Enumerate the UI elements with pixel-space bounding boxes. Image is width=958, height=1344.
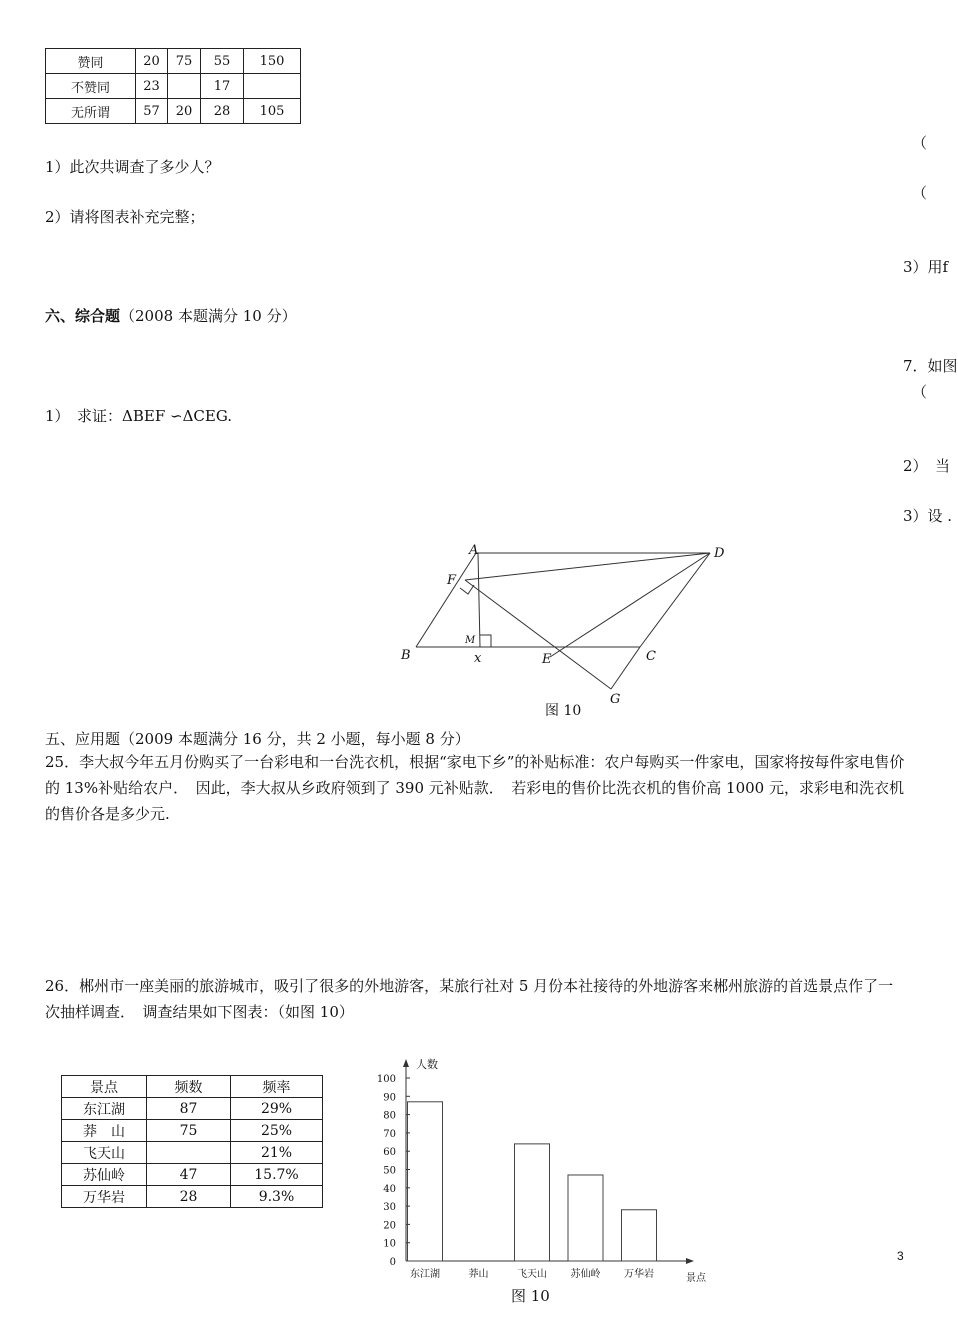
- label-e: E: [542, 652, 552, 667]
- table-row: [62, 1098, 323, 1120]
- x-tick-label: 飞天山: [517, 1269, 547, 1280]
- segment-de: [550, 553, 710, 657]
- table-cell: 87: [147, 1098, 231, 1120]
- margin-fragment: （: [912, 383, 928, 401]
- table-cell: 55: [201, 49, 244, 74]
- y-axis-arrow: [403, 1059, 409, 1067]
- section-6-title: 六、综合题: [45, 307, 121, 325]
- right-angle-mark-m: [480, 635, 491, 647]
- right-angle-mark-f: [460, 585, 474, 594]
- y-tick-label: 20: [383, 1220, 396, 1232]
- table-cell: 景点: [62, 1076, 147, 1098]
- margin-fragment: （: [912, 184, 928, 202]
- table-cell: 莽 山: [62, 1120, 147, 1142]
- table-cell: 25%: [231, 1120, 323, 1142]
- section-6-note: （2008 本题满分 10 分）: [120, 307, 297, 325]
- segment-am: [478, 553, 480, 647]
- margin-fragment: （: [912, 134, 928, 152]
- y-tick-label: 100: [376, 1074, 396, 1085]
- margin-fragment: 3）设 .: [903, 507, 953, 525]
- table-cell: 23: [136, 74, 168, 99]
- y-tick-label: 90: [383, 1092, 396, 1104]
- table-cell: 频数: [147, 1076, 231, 1098]
- table-row: [62, 1186, 323, 1208]
- label-b: B: [401, 648, 411, 663]
- y-tick-label: 60: [383, 1147, 396, 1159]
- table-row: [46, 49, 301, 74]
- figure-caption: 图 10: [545, 703, 582, 719]
- table-cell: [244, 74, 301, 99]
- x-axis-arrow: [686, 1258, 694, 1264]
- label-d: D: [714, 546, 725, 561]
- label-c: C: [646, 649, 656, 664]
- bar: [408, 1102, 443, 1261]
- table-row: [62, 1164, 323, 1186]
- table-cell: 17: [201, 74, 244, 99]
- table-cell: 29%: [231, 1098, 323, 1120]
- x-tick-label: 莽山: [468, 1269, 489, 1280]
- page-number: 3: [897, 1249, 904, 1263]
- table-cell: 20: [136, 49, 168, 74]
- table-cell: 20: [168, 99, 201, 124]
- y-tick-label: 30: [383, 1202, 396, 1214]
- table-cell: 万华岩: [62, 1186, 147, 1208]
- survey-table: [45, 48, 301, 124]
- table-cell: [168, 74, 201, 99]
- y-tick-label: 10: [383, 1238, 396, 1250]
- table-cell: 28: [201, 99, 244, 124]
- x-tick-label: 苏仙岭: [570, 1269, 601, 1280]
- table-row: [62, 1142, 323, 1164]
- table-cell: 无所谓: [46, 99, 136, 124]
- bar: [622, 1210, 657, 1261]
- x-tick-label: 东江湖: [410, 1269, 440, 1280]
- table-cell: 105: [244, 99, 301, 124]
- table-cell: 21%: [231, 1142, 323, 1164]
- table-cell: 不赞同: [46, 74, 136, 99]
- question-25: 25．李大叔今年五月份购买了一台彩电和一台洗衣机，根据“家电下乡”的补贴标准：农户每购买一件家电，国家将按每件家电售价的 13%补贴给农户． 因此，李大叔从乡政府领到了 390 元补贴款． 若彩电的售价比洗衣机的售价高 1000 元，求彩电和洗衣机的售价各是多少元.: [45, 753, 905, 823]
- table-cell: 飞天山: [62, 1142, 147, 1164]
- table-cell: 150: [244, 49, 301, 74]
- table-cell: 75: [168, 49, 201, 74]
- question-1: 1）此次共调查了多少人？: [45, 158, 220, 176]
- bar: [568, 1175, 603, 1261]
- proof-statement: 1） 求证：ΔBEF ∽ΔCEG.: [45, 407, 233, 425]
- margin-fragment: 3）用f: [903, 258, 949, 276]
- segment-cg: [611, 647, 640, 689]
- table-cell: 9.3%: [231, 1186, 323, 1208]
- label-x: x: [474, 651, 482, 666]
- y-tick-label: 80: [383, 1110, 396, 1122]
- bar-chart: [368, 1055, 728, 1284]
- bar: [515, 1144, 550, 1261]
- table-cell: 47: [147, 1164, 231, 1186]
- x-axis-label: 景点: [686, 1273, 706, 1284]
- table-row: [62, 1120, 323, 1142]
- chart-caption: 图 10: [511, 1287, 550, 1305]
- y-tick-label: 0: [389, 1257, 396, 1268]
- table-cell: 赞同: [46, 49, 136, 74]
- margin-fragment: 2） 当: [903, 457, 951, 475]
- table-header-row: [62, 1076, 323, 1098]
- segment-df: [465, 553, 710, 580]
- y-tick-label: 50: [383, 1165, 396, 1177]
- label-a: A: [469, 543, 479, 558]
- y-axis-label: 人数: [416, 1058, 438, 1071]
- table-cell: 75: [147, 1120, 231, 1142]
- table-cell: 苏仙岭: [62, 1164, 147, 1186]
- table-row: [46, 99, 301, 124]
- table-cell: [147, 1142, 231, 1164]
- section-5-heading: 五、应用题（2009 本题满分 16 分，共 2 小题，每小题 8 分）: [45, 730, 470, 748]
- section-6-heading: [45, 305, 297, 326]
- segment-ab: [416, 553, 476, 647]
- margin-fragment: 7．如图: [903, 357, 958, 375]
- y-tick-label: 40: [383, 1183, 396, 1195]
- table-cell: 15.7%: [231, 1164, 323, 1186]
- table-cell: 东江湖: [62, 1098, 147, 1120]
- geometry-figure: [390, 535, 740, 720]
- label-g: G: [610, 692, 621, 707]
- x-tick-label: 万华岩: [624, 1269, 654, 1280]
- segment-dc: [640, 553, 710, 647]
- label-f: F: [447, 573, 457, 588]
- y-tick-label: 70: [383, 1128, 396, 1140]
- question-2: 2）请将图表补充完整；: [45, 208, 205, 226]
- table-row: [46, 74, 301, 99]
- question-26: 26．郴州市一座美丽的旅游城市，吸引了很多的外地游客，某旅行社对 5 月份本社接待的外地游客来郴州旅游的首选景点作了一次抽样调查． 调查结果如下图表：（如图 10）: [45, 977, 894, 1021]
- label-m: M: [465, 635, 476, 646]
- table-cell: 57: [136, 99, 168, 124]
- table-cell: 频率: [231, 1076, 323, 1098]
- table-cell: 28: [147, 1186, 231, 1208]
- scenic-spot-table: [61, 1075, 323, 1208]
